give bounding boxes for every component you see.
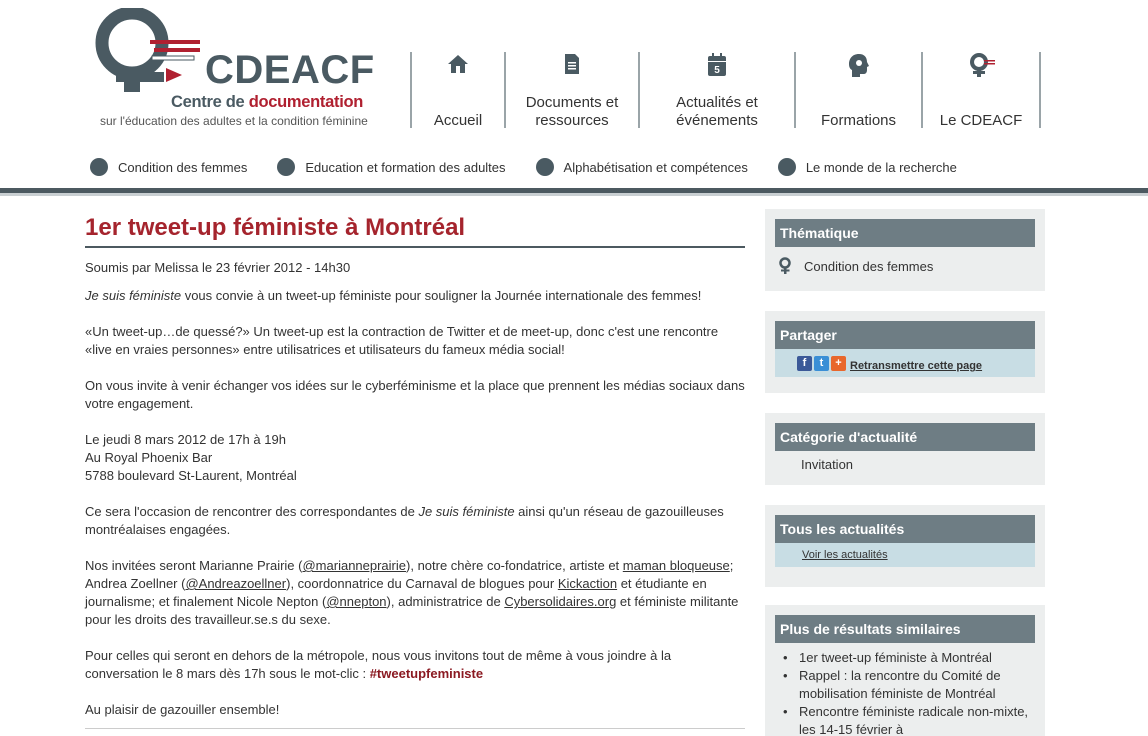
nav-label: Formations <box>820 112 897 129</box>
similar-list <box>783 649 1035 736</box>
link-marianneprairie[interactable]: @marianneprairie <box>302 558 407 573</box>
similar-item[interactable]: • Rencontre féministe radicale non-mixte, les 14-15 février à <box>783 703 1035 736</box>
literacy-globe-icon <box>536 158 554 176</box>
twitter-icon[interactable]: t <box>814 356 829 371</box>
document-icon <box>562 52 582 76</box>
plus-share-icon[interactable]: + <box>831 356 846 371</box>
sidebar-actualites <box>765 505 1045 587</box>
subnav-label: Condition des femmes <box>118 159 248 175</box>
sidebar-similaires <box>765 605 1045 736</box>
category-item: Invitation <box>801 457 854 472</box>
thematique-label: Condition des femmes <box>804 258 934 274</box>
share-page-link[interactable]: Retransmettre cette page <box>850 360 983 372</box>
nav-label: Le CDEACF <box>939 112 1023 129</box>
calendar-day: 5 <box>714 65 720 76</box>
subnav-condition-femmes[interactable] <box>90 158 247 176</box>
nav-label: Actualités et événements <box>676 94 758 129</box>
article-paragraph: Nos invitées seront Marianne Prairie (@marianneprairie), notre chère co-fondatrice, artiste et maman bloqueuse; Andrea Zoellner (@Andreazoellner), coordonnatrice du Carnaval de blogues pour Kickaction et étudiante en journalisme; et finalement Nicole Nepton (@nnepton), administratrice de Cybersolidaires.org et féministe militante pour les droits des travailleur.se.s du sexe. <box>85 558 739 627</box>
main-navigation <box>410 52 1041 128</box>
cdeacf-icon <box>965 52 997 80</box>
sidebar-heading: Tous les actualités <box>775 515 1035 543</box>
article-paragraph: «Un tweet-up…de quessé?» Un tweet-up est la contraction de Twitter et de meet-up, donc c'est une rencontre «live en vraies personnes» entre utilisatrices et utilisateurs du fameux média social! <box>85 324 719 357</box>
nav-cdeacf[interactable] <box>923 52 1039 128</box>
hashtag[interactable]: #tweetupfeministe <box>369 666 484 681</box>
article-paragraph: Au plaisir de gazouiller ensemble! <box>85 702 280 717</box>
article-paragraph: Je suis féministe vous convie à un tweet-up féministe pour souligner la Journée internationale des femmes! <box>85 288 702 303</box>
article-event-details: Le jeudi 8 mars 2012 de 17h à 19h Au Royal Phoenix Bar 5788 boulevard St-Laurent, Montréal <box>85 432 297 483</box>
article-title: 1er tweet-up féministe à Montréal <box>85 212 745 248</box>
article-paragraph: On vous invite à venir échanger vos idées sur le cyberféminisme et la place que prennent les médias sociaux dans votre engagement. <box>85 378 745 411</box>
subnav-label: Alphabétisation et compétences <box>563 159 748 175</box>
logo-tagline: sur l'éducation des adultes et la condition féminine <box>100 114 368 128</box>
subnav-recherche[interactable] <box>778 158 957 176</box>
nav-formations[interactable] <box>796 52 921 128</box>
article <box>85 212 745 729</box>
research-globe-icon <box>778 158 796 176</box>
link-andreazoellner[interactable]: @Andreazoellner <box>185 576 287 591</box>
subnav-label: Le monde de la recherche <box>805 159 957 175</box>
article-paragraph: Ce sera l'occasion de rencontrer des correspondantes de Je suis féministe ainsi qu'un réseau de gazouilleuses montréalaises engagées. <box>85 504 724 537</box>
sidebar-categorie <box>765 413 1045 485</box>
subnav-alphabetisation[interactable] <box>536 158 748 176</box>
women-globe-icon <box>90 158 108 176</box>
subnav-label: Education et formation des adultes <box>305 159 506 175</box>
head-icon <box>846 52 872 80</box>
nav-accueil[interactable] <box>412 52 504 128</box>
link-maman-blogueuse[interactable]: maman bloqueuse <box>622 558 730 573</box>
link-kickaction[interactable]: Kickaction <box>557 576 618 591</box>
facebook-icon[interactable]: f <box>797 356 812 371</box>
education-globe-icon <box>277 158 295 176</box>
nav-divider <box>1039 52 1041 128</box>
sidebar-thematique <box>765 209 1045 291</box>
logo-name: CDEACF <box>205 48 375 92</box>
sidebar-heading: Plus de résultats similaires <box>775 615 1035 643</box>
link-nnepton[interactable]: @nnepton <box>326 594 387 609</box>
nav-label: Accueil <box>433 112 483 129</box>
venus-icon <box>778 257 792 275</box>
similar-item[interactable]: • 1er tweet-up féministe à Montréal <box>783 649 1035 667</box>
sidebar-heading: Catégorie d'actualité <box>775 423 1035 451</box>
sidebar-partager <box>765 311 1045 393</box>
header-divider-light <box>0 193 1148 196</box>
share-bar <box>775 349 1035 377</box>
calendar-icon <box>705 52 729 78</box>
nav-actualites[interactable] <box>640 52 794 128</box>
logo-subtitle: Centre de documentation <box>171 93 364 111</box>
sidebar-heading: Thématique <box>775 219 1035 247</box>
thematique-item[interactable] <box>778 257 1045 275</box>
nav-documents[interactable] <box>506 52 638 128</box>
article-divider <box>85 728 745 729</box>
theme-navigation <box>90 158 987 176</box>
nav-label: Documents et ressources <box>525 94 619 129</box>
sidebar-heading: Partager <box>775 321 1035 349</box>
article-paragraph: Pour celles qui seront en dehors de la métropole, nous vous invitons tout de même à vous joindre à la conversation le 8 mars dès 17h sous le mot-clic : #tweetupfeministe <box>85 648 672 681</box>
voir-actualites-link[interactable]: Voir les actualités <box>775 543 1035 567</box>
link-cybersolidaires[interactable]: Cybersolidaires.org <box>504 594 617 609</box>
article-meta: Soumis par Melissa le 23 février 2012 - 14h30 <box>85 260 351 275</box>
similar-item[interactable]: • Rappel : la rencontre du Comité de mobilisation féministe de Montréal <box>783 667 1035 703</box>
subnav-education[interactable] <box>277 158 505 176</box>
home-icon <box>446 52 470 76</box>
